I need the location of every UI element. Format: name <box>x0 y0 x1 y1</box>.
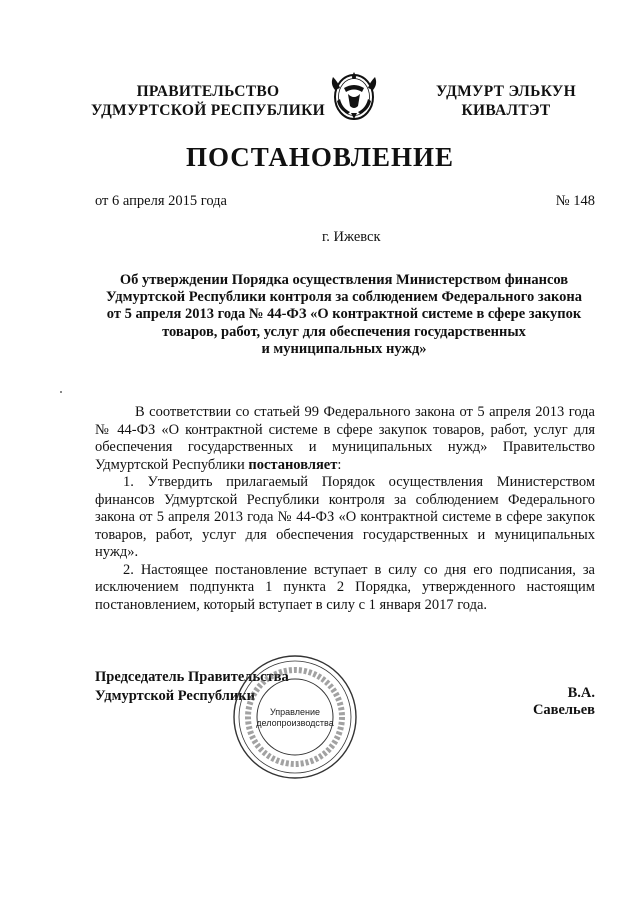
government-name-line2: УДМУРТСКОЙ РЕСПУБЛИКИ <box>90 102 325 119</box>
body-line: № 44-ФЗ «О контрактной системе в сфере закупок товаров, работ, услуг для <box>95 421 595 438</box>
document-subject <box>92 272 596 358</box>
item1-line: товаров, работ, услуг для обеспечения государственных и муниципальных <box>95 526 595 543</box>
stamp-label-line2: делопроизводства <box>256 718 334 728</box>
item1-line: нужд». <box>95 544 139 560</box>
government-name-line1: ПРАВИТЕЛЬСТВО <box>136 83 280 100</box>
body-text: : <box>337 456 342 473</box>
office-stamp <box>230 652 360 782</box>
item2-line: исключением подпункта 1 пункта 2 Порядка, утвержденного настоящим <box>95 579 595 595</box>
body-line: обеспечения государственных и муниципальных нужд» Правительство <box>95 439 595 455</box>
government-name-udmurt-line1: УДМУРТ ЭЛЬКУН <box>436 83 576 100</box>
coat-of-arms-emblem <box>326 66 382 126</box>
signatory-position-line2: Удмуртской Республики <box>95 687 255 704</box>
government-name-russian <box>88 82 328 120</box>
stamp-label-line1: Управление <box>269 707 321 717</box>
resolves-keyword: постановляет <box>248 456 338 473</box>
body-line: В соответствии со статьей 99 Федерального закона от 5 апреля 2013 года <box>135 404 595 420</box>
item2-line: 2. Настоящее постановление вступает в силу со дня его подписания, за <box>123 561 595 578</box>
document-date: от 6 апреля 2015 года <box>95 193 227 209</box>
government-name-udmurt-line2: КИВАЛТЭТ <box>461 102 551 119</box>
item1-line: 1. Утвердить прилагаемый Порядок осуществления Министерством <box>123 474 595 490</box>
government-name-udmurt <box>426 82 586 120</box>
scan-mark <box>60 391 62 393</box>
document-number: № 148 <box>555 193 595 209</box>
document-body <box>95 404 595 614</box>
item1-line: финансов Удмуртской Республики контроля за соблюдением Федерального <box>95 491 595 508</box>
body-text: Удмуртской Республики <box>95 456 249 473</box>
document-type-title: ПОСТАНОВЛЕНИЕ <box>185 142 455 172</box>
body-line-resolves <box>95 457 595 475</box>
subject-line: от 5 апреля 2013 года № 44-ФЗ «О контрактной системе в сфере закупок <box>106 306 582 323</box>
subject-line: Об утверждении Порядка осуществления Министерством финансов <box>119 272 569 288</box>
item2-line: постановлением, который вступает в силу с 1 января 2017 года. <box>95 596 488 613</box>
subject-line: и муниципальных нужд» <box>261 340 427 357</box>
subject-line: товаров, работ, услуг для обеспечения государственных <box>162 323 526 340</box>
item1-line: закона от 5 апреля 2013 года № 44-ФЗ «О контрактной системе в сфере закупок <box>95 509 595 525</box>
subject-line: Удмуртской Республики контроля за соблюдением Федерального закона <box>106 289 582 306</box>
signatory-name: В.А. Савельев <box>532 685 595 718</box>
signatory-position-line1: Председатель Правительства <box>95 669 289 685</box>
document-city: г. Ижевск <box>322 229 381 245</box>
